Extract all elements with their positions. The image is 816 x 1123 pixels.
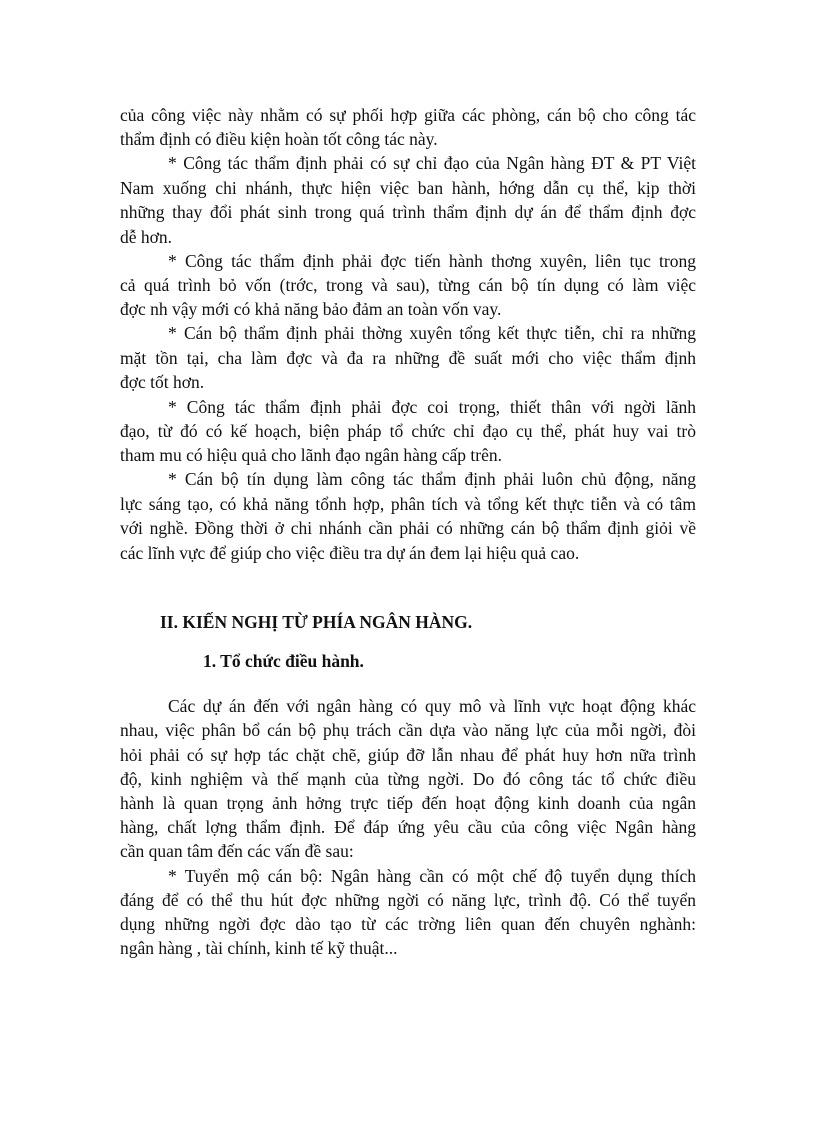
paragraph-line: lực sáng tạo, có khả năng tổnh hợp, phân tích và tổng kết thực tiễn và có tâm bbox=[120, 494, 696, 514]
paragraph-line: cần quan tâm đến các vấn đề sau: bbox=[120, 841, 354, 861]
paragraph-line: cả quá trình bỏ vốn (trớc, trong và sau), từng cán bộ tín dụng có làm việc bbox=[120, 275, 696, 295]
paragraph-line: đợc nh vậy mới có khả năng bảo đảm an toàn vốn vay. bbox=[120, 299, 502, 319]
paragraph-line: * Công tác thẩm định phải đợc tiến hành thơng xuyên, liên tục trong bbox=[168, 251, 696, 271]
paragraph-line: của công việc này nhằm có sự phối hợp giữa các phòng, cán bộ cho công tác bbox=[120, 105, 696, 125]
paragraph-line: các lĩnh vực để giúp cho việc điều tra dự án đem lại hiệu quả cao. bbox=[120, 543, 580, 563]
paragraph-line: * Công tác thẩm định phải đợc coi trọng, thiết thân với ngời lãnh bbox=[168, 397, 696, 417]
paragraph-line: dễ hơn. bbox=[120, 227, 173, 247]
paragraph-line: đạo, từ đó có kế hoạch, biện pháp tổ chức chỉ đạo cụ thể, phát huy vai trò bbox=[120, 421, 696, 441]
paragraph-line: mặt tồn tại, cha làm đợc và đa ra những đề suất mới cho việc thẩm định bbox=[120, 348, 696, 368]
paragraph-line: tham mu có hiệu quả cho lãnh đạo ngân hàng cấp trên. bbox=[120, 445, 502, 465]
subsection-heading: 1. Tổ chức điều hành. bbox=[203, 651, 364, 671]
paragraph-line: * Cán bộ thẩm định phải thờng xuyên tổng kết thực tiễn, chỉ ra những bbox=[168, 323, 696, 343]
paragraph-line: đáng để có thể thu hút đợc những ngời có năng lực, trình độ. Có thể tuyển bbox=[120, 890, 696, 910]
paragraph-line: hỏi phải có sự hợp tác chặt chẽ, giúp đỡ lẫn nhau để phát huy hơn nữa trình bbox=[120, 745, 696, 765]
paragraph-line: những thay đổi phát sinh trong quá trình thẩm định dự án để thẩm định đợc bbox=[120, 202, 696, 222]
paragraph-line: hàng, chất lợng thẩm định. Để đáp ứng yêu cầu của công việc Ngân hàng bbox=[120, 817, 696, 837]
paragraph-line: * Cán bộ tín dụng làm công tác thẩm định phải luôn chủ động, năng bbox=[168, 469, 696, 489]
paragraph-line: đợc tốt hơn. bbox=[120, 372, 205, 392]
paragraph-line: Nam xuống chi nhánh, thực hiện việc ban hành, hớng dẫn cụ thể, kịp thời bbox=[120, 178, 696, 198]
paragraph-line: * Công tác thẩm định phải có sự chỉ đạo của Ngân hàng ĐT & PT Việt bbox=[168, 153, 696, 173]
paragraph-line: thẩm định có điều kiện hoàn tốt công tác này. bbox=[120, 129, 438, 149]
paragraph-line: hành là quan trọng ảnh hởng trực tiếp đến hoạt động kinh doanh của ngân bbox=[120, 793, 696, 813]
paragraph-line: Các dự án đến với ngân hàng có quy mô và lĩnh vực hoạt động khác bbox=[168, 696, 696, 716]
section-heading: II. KIẾN NGHỊ TỪ PHÍA NGÂN HÀNG. bbox=[160, 612, 473, 632]
paragraph-line: dụng những ngời đợc dào tạo từ các trờng liên quan đến chuyên nghành: bbox=[120, 914, 696, 934]
paragraph-line: với nghề. Đồng thời ở chi nhánh cần phải có những cán bộ thẩm định giỏi về bbox=[120, 518, 696, 538]
paragraph-line: độ, kinh nghiệm và thế mạnh của từng ngời. Do đó công tác tổ chức điều bbox=[120, 769, 696, 789]
paragraph-line: ngân hàng , tài chính, kinh tế kỹ thuật... bbox=[120, 938, 398, 958]
paragraph-line: * Tuyển mộ cán bộ: Ngân hàng cần có một chế độ tuyển dụng thích bbox=[168, 866, 696, 886]
paragraph-line: nhau, việc phân bổ cán bộ phụ trách cần dựa vào năng lực của mỗi ngời, đòi bbox=[120, 720, 696, 740]
